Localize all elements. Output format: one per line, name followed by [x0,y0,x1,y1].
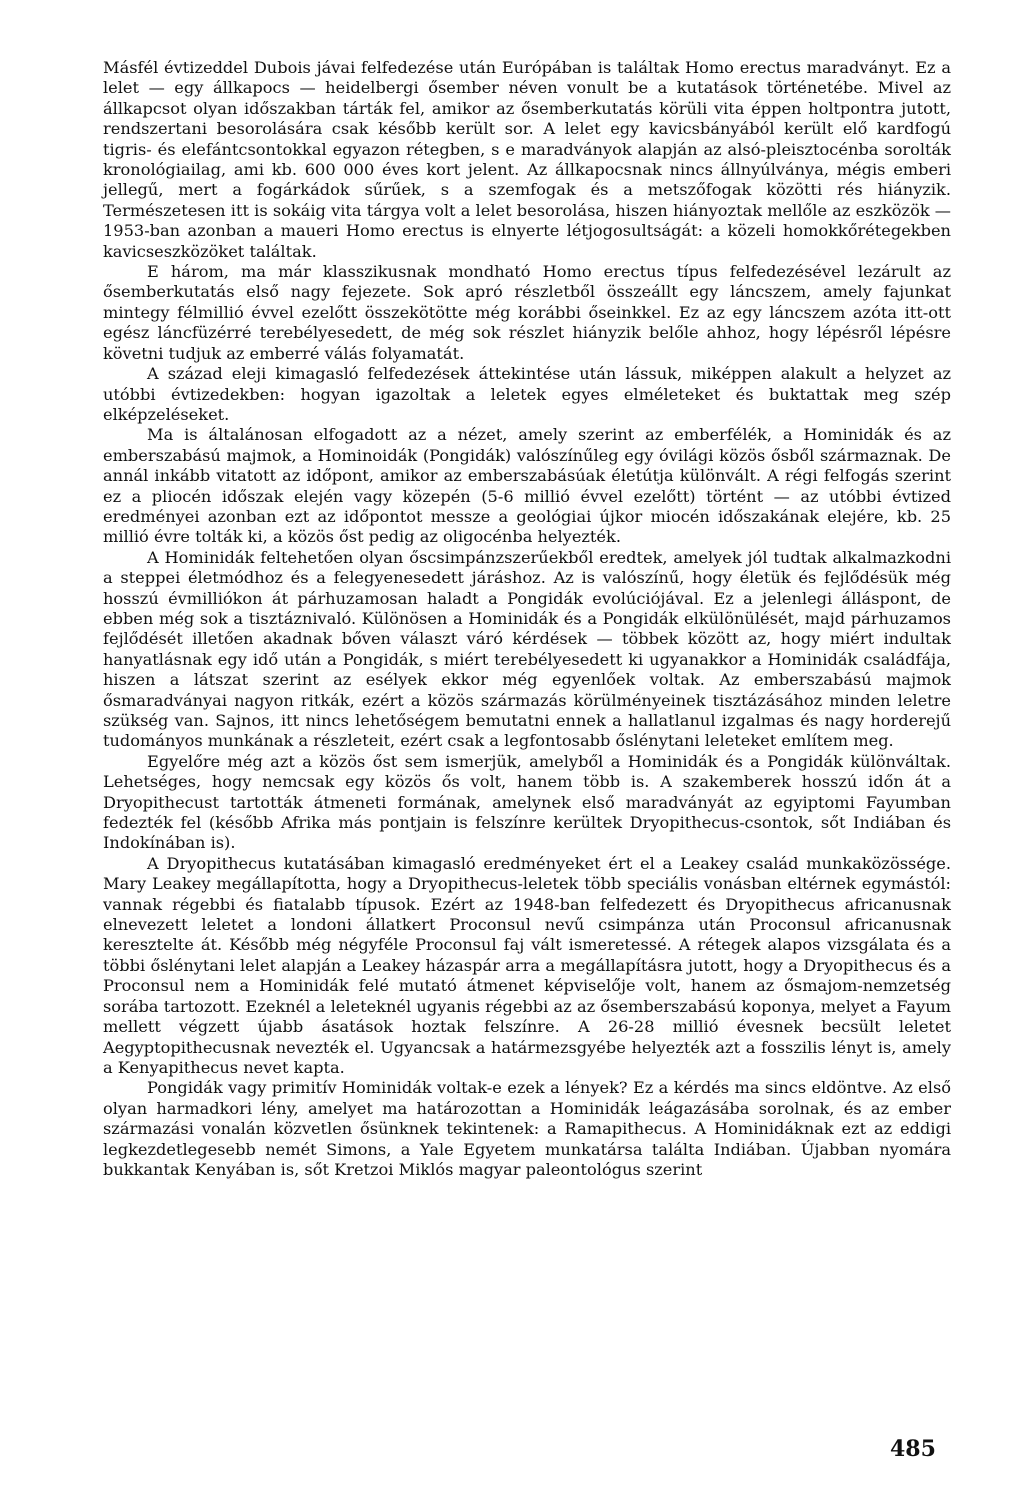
paragraph-4: Ma is általánosan elfogadott az a nézet, amely szerint az emberfélék, a Hominidák és az emberszabású majmok, a Hominoidák (Pongidák) valószínűleg egy óvilági közös ősből származnak. De annál inkább vitatott az időpont, amikor az emberszabásúak életútja különvált. A régi felfogás szerint ez a pliocén időszak elején vagy közepén (5-6 millió évvel ezelőtt) történt — az utóbbi évtized eredményei azonban ezt az időpontot messze a geológiai újkor miocén időszakának elejére, kb. 25 millió évre tolták ki, a közös őst pedig az oligocénba helyezték. [103,425,951,547]
page-number: 485 [890,1436,936,1462]
paragraph-2: E három, ma már klasszikusnak mondható Homo erectus típus felfedezésével lezárult az ősemberkutatás első nagy fejezete. Sok apró részletből összeállt egy láncszem, amely fajunkat mintegy félmillió évvel ezelőtt összekötötte még korábbi őseinkkel. Ez az egy láncszem azóta itt-ott egész láncfüzérré terebélyesedett, de még sok részlet hiányzik belőle ahhoz, hogy lépésről lépésre követni tudjuk az emberré válás folyamatát. [103,262,951,363]
paragraph-6: Egyelőre még azt a közös őst sem ismerjük, amelyből a Hominidák és a Pongidák különváltak. Lehetséges, hogy nemcsak egy közös ős volt, hanem több is. A szakemberek hosszú időn át a Dryopithecust tartották átmeneti formának, amelynek első maradványát az egyiptomi Fayumban fedezték fel (később Afrika más pontjain is felszínre kerültek Dryopithecus-csontok, sőt Indiában és Indokínában is). [103,751,951,853]
paragraph-3: A század eleji kimagasló felfedezések áttekintése után lássuk, miképpen alakult a helyzet az utóbbi évtizedekben: hogyan igazoltak a leletek egyes elméleteket és buktattak meg szép elképzeléseket. [103,364,951,424]
paragraph-8: Pongidák vagy primitív Hominidák voltak-e ezek a lények? Ez a kérdés ma sincs eldöntve. Az első olyan harmadkori lény, amelyet ma határozottan a Hominidák leágazásába sorolnak, és az ember származási vonalán közvetlen ősünknek tekintenek: a Ramapithecus. A Hominidáknak ezt az eddigi legkezdetlegesebb nemét Simons, a Yale Egyetem munkatársa találta Indiában. Újabban nyomára bukkantak Kenyában is, sőt Kretzoi Miklós magyar paleontológus szerint [103,1078,951,1179]
paragraph-5: A Hominidák feltehetően olyan őscsimpánzszerűekből eredtek, amelyek jól tudtak alkalmazkodni a steppei életmódhoz és a felegyenesedett járáshoz. Az is valószínű, hogy életük és fejlődésük még hosszú évmilliókon át párhuzamosan haladt a Pongidák evolúciójával. Ez a jelenlegi álláspont, de ebben még sok a tisztáznivaló. Különösen a Hominidák és a Pongidák elkülönülését, majd párhuzamos fejlődését illetően akadnak bőven választ váró kérdések — többek között az, hogy miért indultak hanyatlásnak egy idő után a Pongidák, s miért terebélyesedett ki ugyanakkor a Hominidák családfája, hiszen a látszat szerint az esélyek ekkor még egyenlőek voltak. Az emberszabású majmok ősmaradványai nagyon ritkák, ezért a közös származás körülményeinek tisztázásához minden leletre szükség van. Sajnos, itt nincs lehetőségem bemutatni ennek a hallatlanul izgalmas és nagy horderejű tudományos munkának a részleteit, ezért csak a legfontosabb őslénytani leleteket említem meg. [103,547,951,751]
paragraph-1: Másfél évtizeddel Dubois jávai felfedezése után Európában is találtak Homo erectus maradványt. Ez a lelet — egy állkapocs — heidelbergi ősember néven vonult be a kutatások történetébe. Mivel az állkapcsot olyan időszakban tárták fel, amikor az ősemberkutatás körüli vita éppen holtpontra jutott, rendszertani besorolására csak később került sor. A lelet egy kavicsbányából került elő kardfogú tigris- és elefántcsontokkal egyazon rétegben, s e maradványok alapján az alsó-pleisztocénba sorolták kronológiailag, ami kb. 600 000 éves kort jelent. Az állkapocsnak nincs állnyúlványa, mégis emberi jellegű, mert a fogárkádok sűrűek, s a szemfogak és a metszőfogak közötti rés hiányzik. Természetesen itt is sokáig vita tárgya volt a lelet besorolása, hiszen hiányoztak mellőle az eszközök — 1953-ban azonban a maueri Homo erectus is elnyerte létjogosultságát: a közeli homokkőrétegekben kavicseszközöket találtak. [103,58,951,261]
paragraph-7: A Dryopithecus kutatásában kimagasló eredményeket ért el a Leakey család munkaközössége. Mary Leakey megállapította, hogy a Dryopithecus-leletek több speciális vonásban eltérnek egymástól: vannak régebbi és fiatalabb típusok. Ezért az 1948-ban felfedezett és Dryopithecus africanusnak elnevezett leletet a londoni állatkert Proconsul nevű csimpánza után Proconsul africanusnak keresztelte át. Később még négyféle Proconsul faj vált ismeretessé. A rétegek alapos vizsgálata és a többi őslénytani lelet alapján a Leakey házaspár arra a megállapításra jutott, hogy a Dryopithecus és a Proconsul nem a Hominidák felé mutató átmenet képviselője volt, hanem az ősmajom-nemzetség sorába tartozott. Ezeknél a leleteknél ugyanis régebbi az az ősemberszabású koponya, melyet a Fayum mellett végzett újabb ásatások hoztak felszínre. A 26-28 millió évesnek becsült leletet Aegyptopithecusnak nevezték el. Ugyancsak a határmezsgyébe helyezték azt a fosszilis lényt is, amely a Kenyapithecus nevet kapta. [103,853,951,1077]
page-body [103,58,951,1180]
